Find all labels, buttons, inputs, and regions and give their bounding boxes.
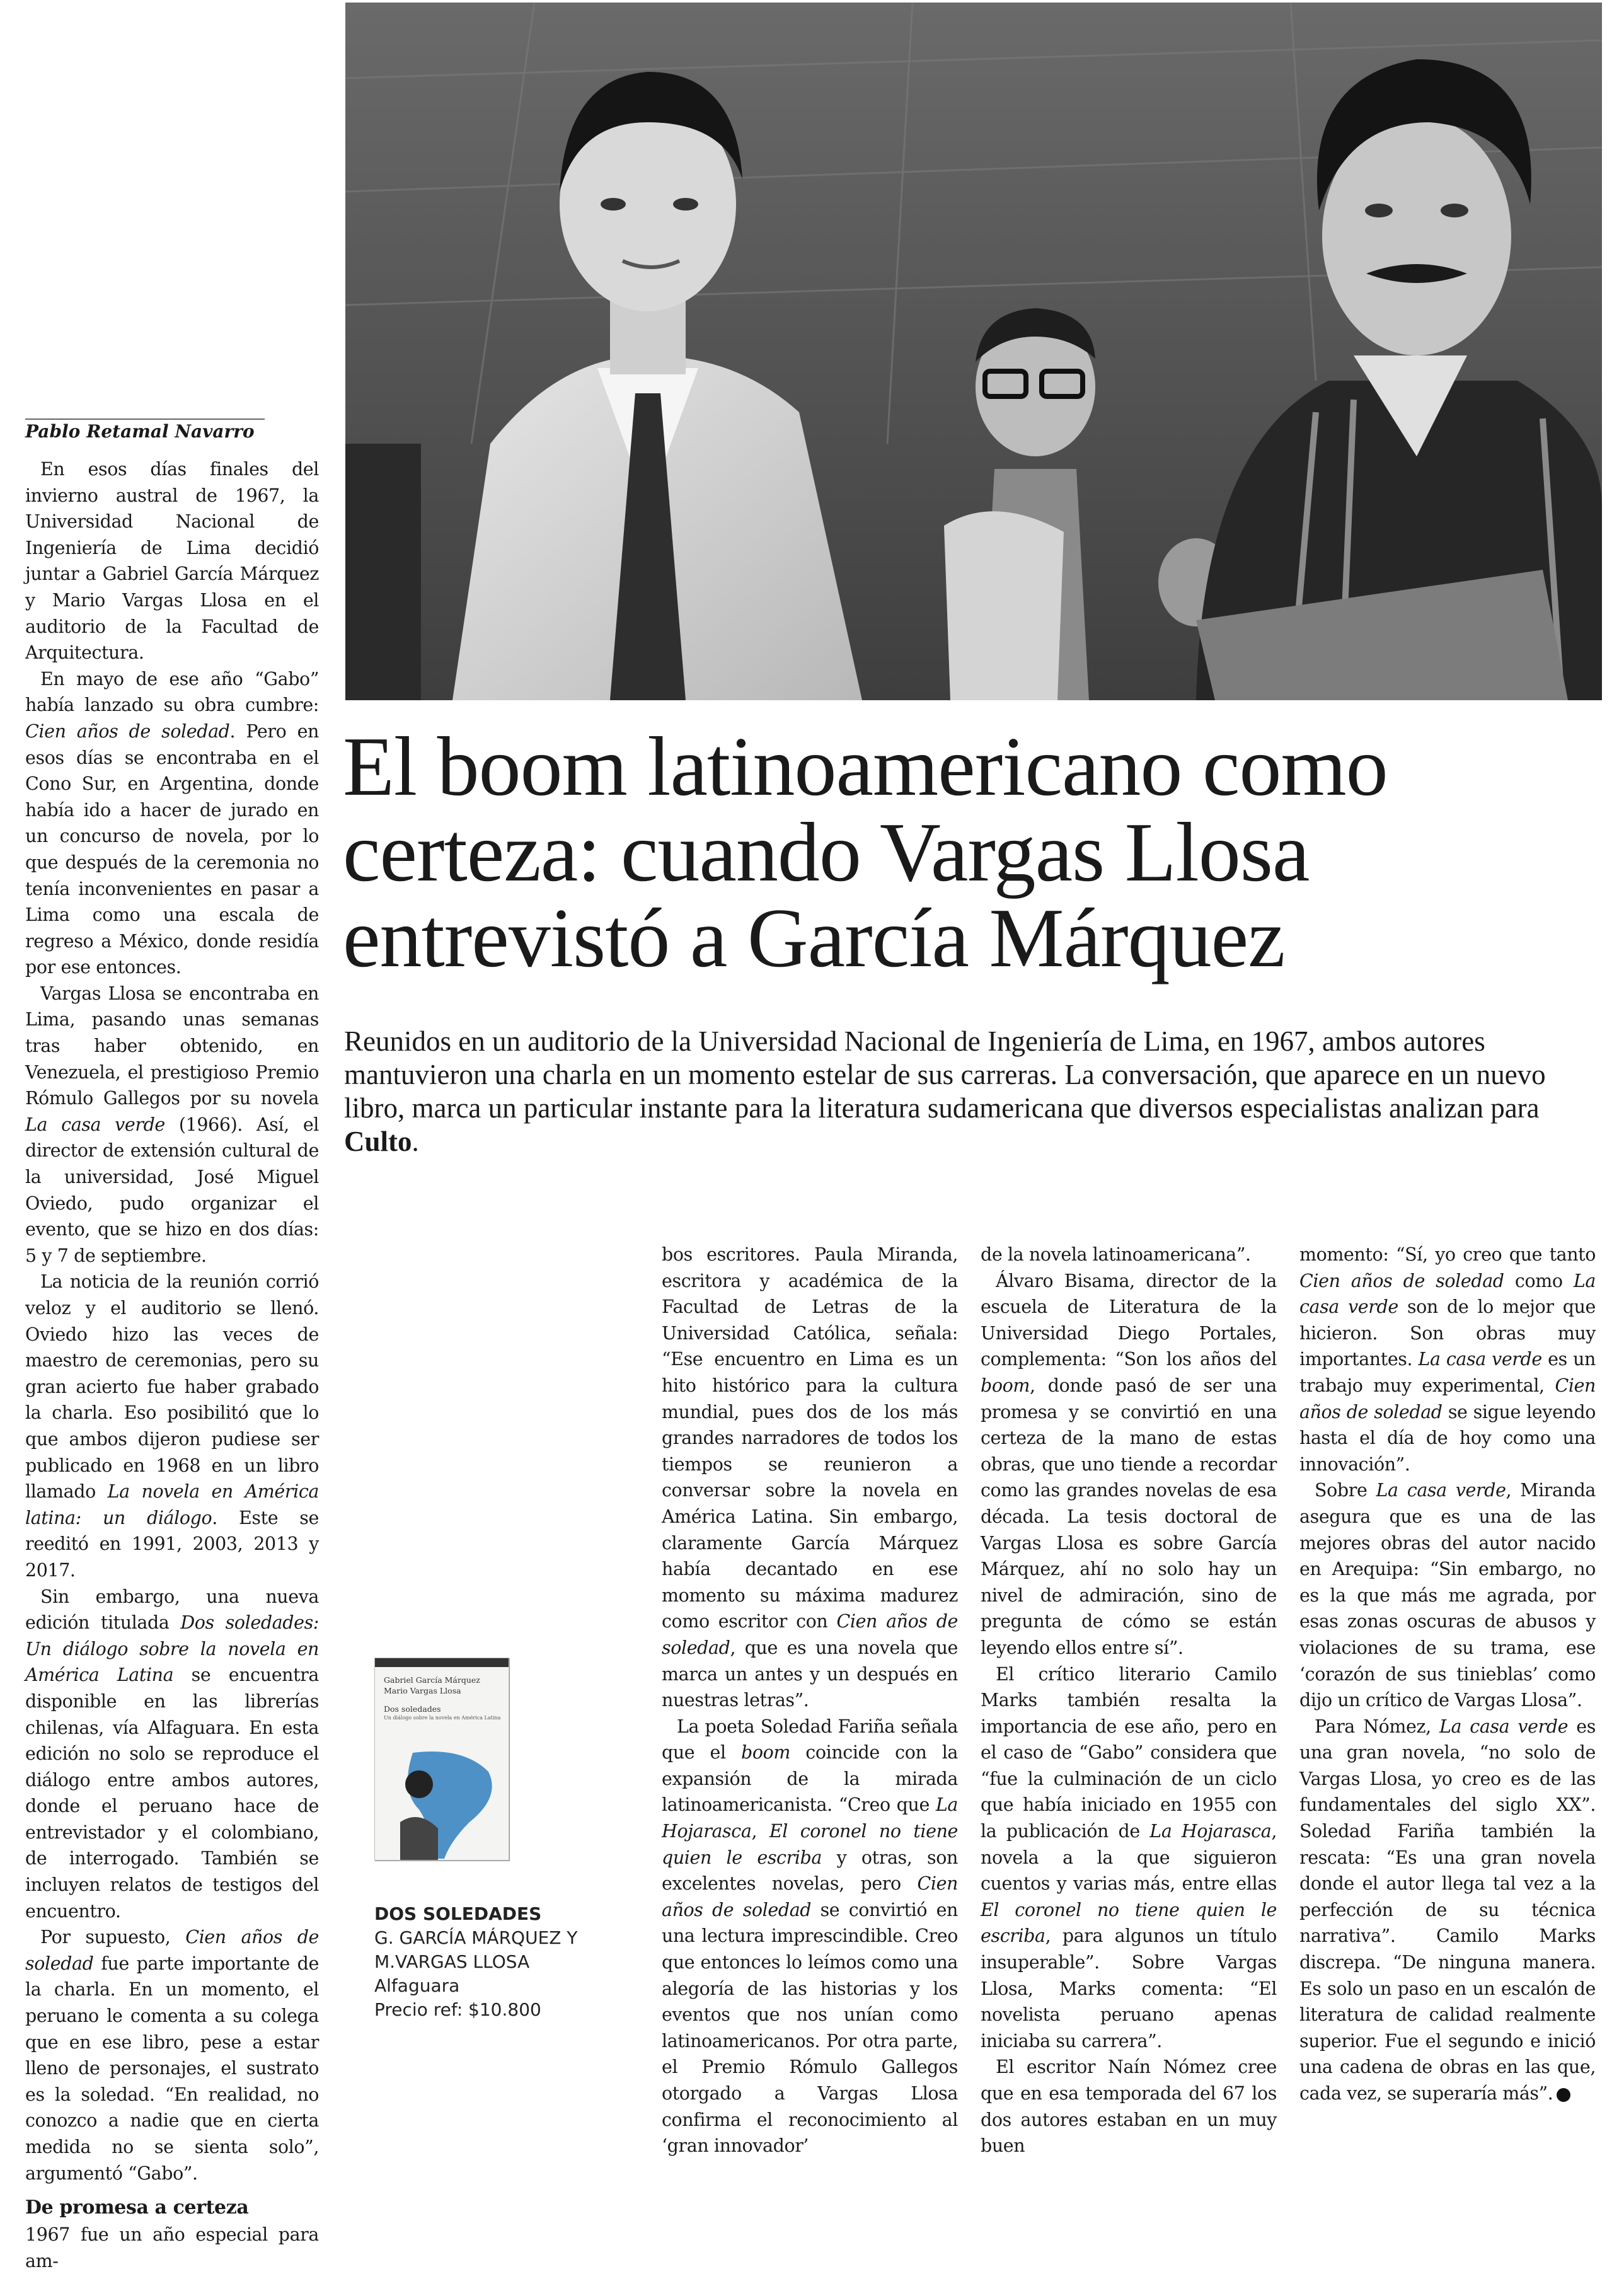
- paragraph: Vargas Llosa se encontraba en Lima, pasando unas semanas tras haber obtenido, en Venezuela, el prestigioso Premio Rómulo Gallegos por su novela La casa verde (1966). Así, el director de extensión cultural de la universidad, José Miguel Oviedo, pudo organizar el evento, que se hizo en dos días: 5 y 7 de septiembre.: [25, 983, 320, 1266]
- subhead: De promesa a certeza: [25, 2196, 249, 2219]
- paragraph: Por supuesto, Cien años de soledad fue parte importante de la charla. En un momento, el peruano le comenta a su colega que en ese libro, pese a estar lleno de personajes, el sustrato es la soledad. “En realidad, no conozco a nadie que en cierta medida no se sienta solo”, argumentó “Gabo”.: [25, 1927, 319, 2184]
- book-authors-2: M.VARGAS LLOSA: [374, 1951, 530, 1972]
- paragraph: Sin embargo, una nueva edición titulada Dos soledades: Un diálogo sobre la novela en América Latina se encuentra disponible en las librerías chilenas, vía Alfaguara. En esta edición no solo se reproduce el diálogo entre ambos autores, donde el peruano hace de entrevistador y el colombiano, de interrogado. También se incluyen relatos de testigos del encuentro.: [25, 1586, 319, 1922]
- paragraph: Sobre La casa verde, Miranda asegura que es una de las mejores obras del autor nacido en Arequipa: “Sin embargo, no es la que más me agrada, por esas zonas oscuras de abusos y violaciones de su trama, ese ‘corazón de sus tinieblas’ como dijo un crítico de Vargas Llosa”.: [1299, 1480, 1596, 1711]
- cover-author-2: Mario Vargas Llosa: [384, 1686, 461, 1695]
- book-info: [374, 1902, 614, 2022]
- cover-author-1: Gabriel García Márquez: [384, 1675, 480, 1685]
- dek-end: .: [412, 1126, 419, 1157]
- cover-band: [375, 1658, 509, 1667]
- paragraph: El crítico literario Camilo Marks también resalta la importancia de ese año, pero en el caso de “Gabo” considera que “fue la culminación de un ciclo que había iniciado en 1955 con la publicación de La Hojarasca, novela a la que siguieron cuentos y varias más, entre ellas El coronel no tiene quien le escriba, para algunos un título insuperable”. Sobre Vargas Llosa, Marks comenta: “El novelista peruano apenas iniciaba su carrera”.: [981, 1663, 1277, 2052]
- article-column-3: [981, 1242, 1277, 2159]
- paragraph: En mayo de ese año “Gabo” había lanzado su obra cumbre: Cien años de soledad. Pero en esos días se encontraba en el Cono Sur, en Argentina, donde había ido a hacer de jurado en un concurso de novela, por lo que después de la ceremonia no tenía inconvenientes en pasar a Lima como una escala de regreso a México, donde residía por ese entonces.: [25, 668, 319, 978]
- article-column-1: [25, 456, 319, 2274]
- photo-illustration: [345, 3, 1602, 700]
- paragraph: 1967 fue un año especial para am-: [25, 2224, 319, 2271]
- book-authors-1: G. GARCÍA MÁRQUEZ Y: [374, 1927, 578, 1948]
- dek-text: Reunidos en un auditorio de la Universidad Nacional de Ingeniería de Lima, en 1967, ambos autores mantuvieron una charla en un momento estelar de sus carreras. La conversación, que aparece en un nuevo libro, marca un particular instante para la literatura sudamericana que diversos especialistas analizan para: [344, 1025, 1546, 1124]
- paragraph: de la novela latinoamericana”.: [981, 1244, 1251, 1265]
- paragraph: El escritor Naín Nómez cree que en esa temporada del 67 los dos autores estaban en un muy buen: [981, 2057, 1277, 2157]
- headline: El boom latinoamericano como certeza: cuando Vargas Llosa entrevistó a García Márquez: [343, 720, 1388, 984]
- paragraph: La poeta Soledad Fariña señala que el boom coincide con la expansión de la mirada latinoamericanista. “Creo que La Hojarasca, El coronel no tiene quien le escriba y otras, son excelentes novelas, pero Cien años de soledad se convirtió en una lectura imprescindible. Creo que entonces lo leímos como una alegoría de las historias y los eventos que nos unían como latinoamericanos. Por otra parte, el Premio Rómulo Gallegos otorgado a Vargas Llosa confirma el reconocimiento al ‘gran innovador’: [662, 1716, 959, 2157]
- paragraph: momento: “Sí, yo creo que tanto Cien años de soledad como La casa verde son de lo mejor que hicieron. Son obras muy importantes. La casa verde es un trabajo muy experimental, Cien años de soledad se sigue leyendo hasta el día de hoy como una innovación”.: [1299, 1244, 1596, 1475]
- article-column-4: [1299, 1242, 1596, 2107]
- paragraph: Álvaro Bisama, director de la escuela de Literatura de la Universidad Diego Portales, complementa: “Son los años del boom, donde pasó de ser una promesa y se convirtió en una certeza de la mano de estas obras, que uno tiende a recordar como las grandes novelas de esa década. La tesis doctoral de Vargas Llosa es sobre García Márquez, ahí no solo hay un nivel de admiración, sino de pregunta de cómo se están leyendo ellos entre sí”.: [981, 1270, 1277, 1658]
- byline: Pablo Retamal Navarro: [25, 421, 255, 442]
- end-mark-icon: [1557, 2088, 1570, 2102]
- lead-photo: [345, 3, 1602, 700]
- book-publisher: Alfaguara: [374, 1975, 460, 1996]
- byline-rule: [25, 418, 265, 420]
- dek-brand: Culto: [344, 1126, 412, 1157]
- book-cover: [374, 1658, 509, 1861]
- paragraph: Para Nómez, La casa verde es una gran novela, “no solo de Vargas Llosa, yo creo es de las fundamentales del siglo XX”. Soledad Fariña también la rescata: “Es una gran novela donde el autor llega tal vez a la perfección de su técnica narrativa”. Camilo Marks discrepa. “De ninguna manera. Es solo un paso en un escalón de literatura de calidad realmente superior. Fue el segundo e inició una cadena de obras en las que, cada vez, se superaría más”.: [1299, 1716, 1596, 2104]
- cover-title: Dos soledades: [384, 1704, 441, 1714]
- book-title: DOS SOLEDADES: [374, 1903, 542, 1924]
- paragraph: bos escritores. Paula Miranda, escritora y académica de la Facultad de Letras de la Universidad Católica, señala: “Ese encuentro en Lima es un hito histórico para la cultura mundial, pues dos de los más grandes narradores de todos los tiempos se reunieron a conversar sobre la novela en América Latina. Sin embargo, claramente García Márquez había decantado en ese momento su máxima madurez como escritor con Cien años de soledad, que es una novela que marca un antes y un después en nuestras letras”.: [662, 1244, 958, 1711]
- book-price: Precio ref: $10.800: [374, 1999, 541, 2020]
- paragraph: La noticia de la reunión corrió veloz y el auditorio se llenó. Oviedo hizo las veces de maestro de ceremonias, pero su gran acierto fue haber grabado la charla. Eso posibilitó que lo que ambos dijeron pudiese ser publicado en 1968 en un libro llamado La novela en América latina: un diálogo. Este se reeditó en 1991, 2003, 2013 y 2017.: [25, 1271, 319, 1581]
- cover-map-illustration: [375, 1746, 509, 1860]
- article-column-2: [662, 1242, 958, 2159]
- cover-subtitle: Un diálogo sobre la novela en América Latina: [384, 1715, 501, 1721]
- paragraph: En esos días finales del invierno austral de 1967, la Universidad Nacional de Ingeniería de Lima decidió juntar a Gabriel García Márquez y Mario Vargas Llosa en el auditorio de la Facultad de Arquitectura.: [25, 459, 319, 664]
- dek: [344, 1025, 1598, 1158]
